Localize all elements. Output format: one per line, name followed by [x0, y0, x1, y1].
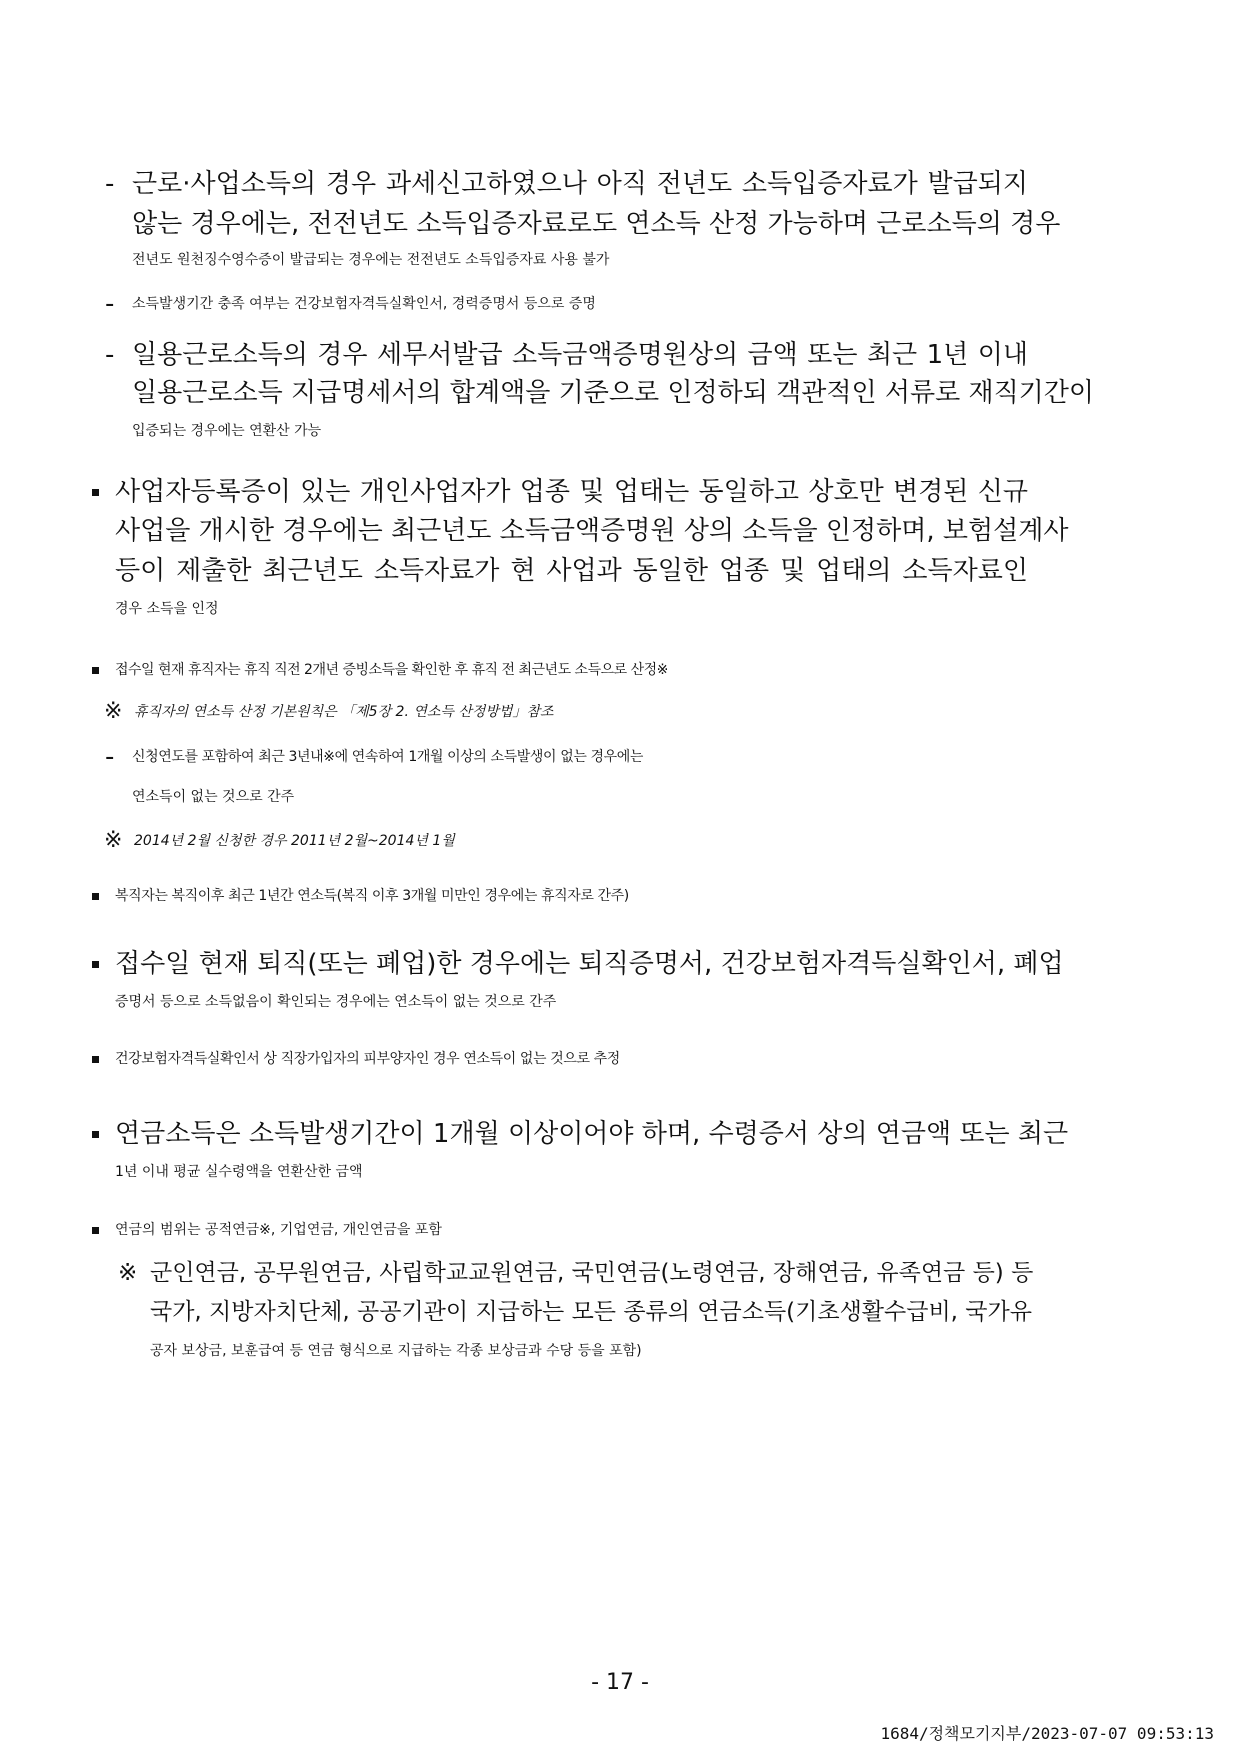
text-line: 전년도 원천징수영수증이 발급되는 경우에는 전전년도 소득입증자료 사용 불가 [132, 252, 610, 268]
text-line: 신청연도를 포함하여 최근 3년내※에 연속하여 1개월 이상의 소득발생이 없는 경우에는 [132, 749, 644, 765]
page-number: - 17 - [591, 1670, 649, 1695]
text-line: 근로·사업소득의 경우 과세신고하였으나 아직 전년도 소득입증자료가 발급되지 [132, 169, 1028, 199]
dash-marker: - [105, 289, 115, 319]
text-line: 공자 보상금, 보훈급여 등 연금 형식으로 지급하는 각종 보상금과 수당 등을 포함) [150, 1343, 642, 1359]
text-line: 등이 제출한 최근년도 소득자료가 현 사업과 동일한 업종 및 업태의 소득자료인 [115, 556, 1028, 586]
square-bullet-icon [92, 489, 99, 496]
text-line: 소득발생기간 충족 여부는 건강보험자격득실확인서, 경력증명서 등으로 증명 [132, 296, 596, 312]
dash-marker: - [105, 340, 115, 370]
note-line: 휴직자의 연소득 산정 기본원칙은 「제5장 2. 연소득 산정방법」참조 [134, 704, 554, 720]
text-line: 국가, 지방자치단체, 공공기관이 지급하는 모든 종류의 연금소득(기초생활수급비, 국가유 [150, 1299, 1032, 1325]
text-line: 1년 이내 평균 실수령액을 연환산한 금액 [115, 1164, 363, 1180]
text-line: 사업을 개시한 경우에는 최근년도 소득금액증명원 상의 소득을 인정하며, 보험설계사 [115, 516, 1069, 546]
text-line: 연금의 범위는 공적연금※, 기업연금, 개인연금을 포함 [115, 1222, 442, 1238]
text-line: 연금소득은 소득발생기간이 1개월 이상이어야 하며, 수령증서 상의 연금액 또는 최근 [115, 1119, 1069, 1149]
text-line: 건강보험자격득실확인서 상 직장가입자의 피부양자인 경우 연소득이 없는 것으로 추정 [115, 1051, 620, 1067]
square-bullet-icon [92, 667, 99, 674]
dash-marker: - [105, 742, 115, 772]
text-line: 입증되는 경우에는 연환산 가능 [132, 423, 322, 439]
note-marker: ※ [118, 1260, 138, 1286]
square-bullet-icon [92, 893, 99, 900]
text-line: 접수일 현재 휴직자는 휴직 직전 2개년 증빙소득을 확인한 후 휴직 전 최근년도 소득으로 산정※ [115, 662, 668, 678]
text-line: 사업자등록증이 있는 개인사업자가 업종 및 업태는 동일하고 상호만 변경된 신규 [115, 477, 1028, 507]
text-line: 복직자는 복직이후 최근 1년간 연소득(복직 이후 3개월 미만인 경우에는 휴직자로 간주) [115, 888, 629, 904]
square-bullet-icon [92, 1131, 99, 1138]
square-bullet-icon [92, 1056, 99, 1063]
note-marker: ※ [104, 699, 123, 724]
note-line: 2014년 2월 신청한 경우 2011년 2월~2014년 1월 [134, 833, 455, 849]
note-marker: ※ [104, 828, 123, 853]
text-line: 군인연금, 공무원연금, 사립학교교원연금, 국민연금(노령연금, 장해연금, 유족연금 등) 등 [150, 1260, 1034, 1286]
text-line: 연소득이 없는 것으로 간주 [132, 789, 295, 805]
text-line: 접수일 현재 퇴직(또는 폐업)한 경우에는 퇴직증명서, 건강보험자격득실확인서, 폐업 [115, 949, 1064, 979]
text-line: 경우 소득을 인정 [115, 601, 219, 617]
text-line: 일용근로소득 지급명세서의 합계액을 기준으로 인정하되 객관적인 서류로 재직기간이 [132, 378, 1095, 408]
text-line: 일용근로소득의 경우 세무서발급 소득금액증명원상의 금액 또는 최근 1년 이내 [132, 340, 1028, 370]
square-bullet-icon [92, 961, 99, 968]
text-line: 않는 경우에는, 전전년도 소득입증자료로도 연소득 산정 가능하며 근로소득의 경우 [132, 209, 1061, 239]
print-footer: 1684/정책모기지부/2023-07-07 09:53:13 [880, 1724, 1214, 1743]
dash-marker: - [105, 169, 115, 199]
square-bullet-icon [92, 1227, 99, 1234]
text-line: 증명서 등으로 소득없음이 확인되는 경우에는 연소득이 없는 것으로 간주 [115, 994, 557, 1010]
